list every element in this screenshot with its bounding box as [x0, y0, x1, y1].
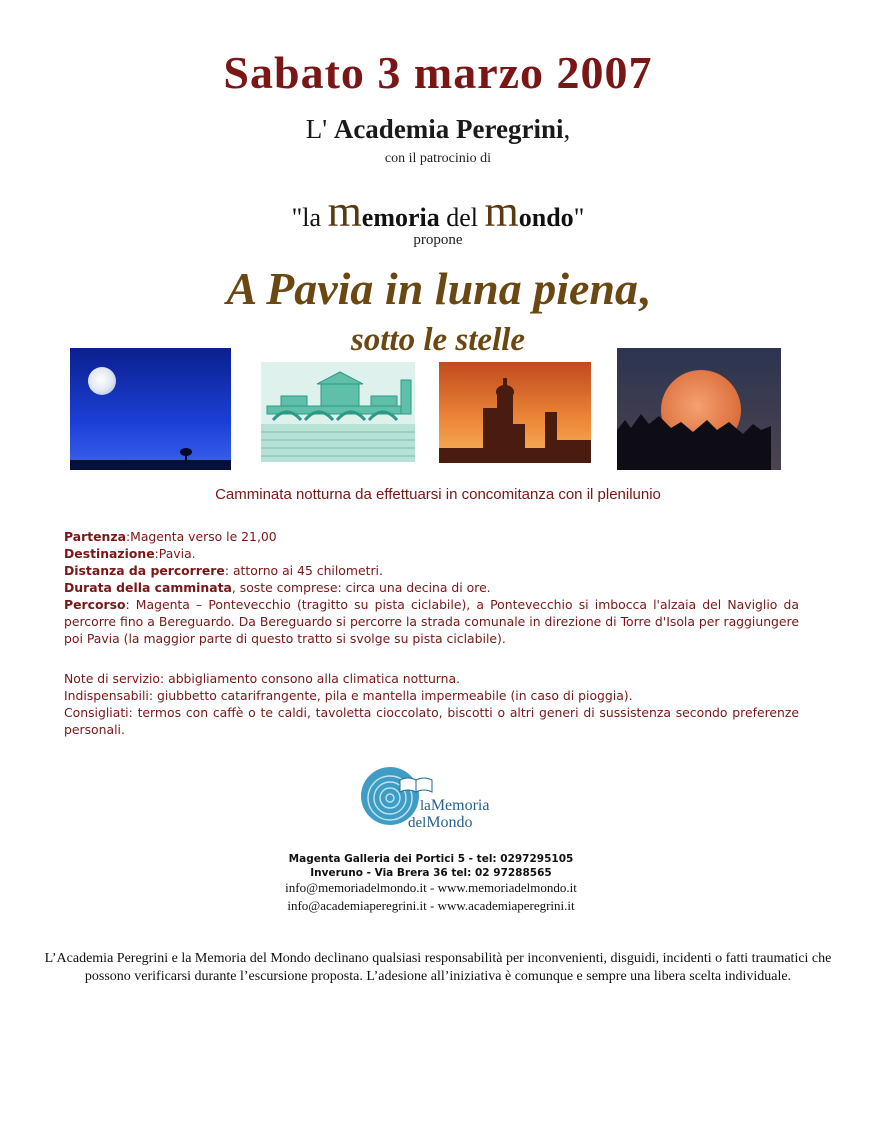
patron-quote-open: "la	[291, 203, 328, 232]
detail-durata	[64, 579, 799, 596]
patron-del: del	[439, 203, 485, 232]
organizer-name: Academia Peregrini	[333, 114, 564, 144]
propone-text: propone	[413, 232, 463, 248]
moonrise-photo	[617, 348, 781, 470]
note-consigliati: Consigliati: termos con caffè o te caldi, tavoletta cioccolato, biscotti o altri generi di sussistenza secondo preferenze personali.	[64, 705, 799, 737]
destinazione-label: Destinazione	[64, 546, 155, 561]
detail-percorso	[64, 596, 799, 647]
patron-word-mondo: ondo	[518, 203, 574, 232]
percorso-label: Percorso	[64, 597, 126, 612]
logo-la: la	[420, 798, 431, 814]
memoria-del-mondo-logo	[360, 766, 510, 828]
organizer-suffix: ,	[563, 114, 571, 144]
event-title	[0, 262, 876, 315]
walk-caption: Camminata notturna da effettuarsi in concomitanza con il plenilunio	[215, 486, 661, 503]
organizer-line	[0, 114, 876, 145]
event-title-comma: ,	[638, 263, 650, 314]
detail-distanza	[64, 562, 799, 579]
durata-value: , soste comprese: circa una decina di ore.	[231, 580, 491, 595]
patron-word-memoria: emoria	[361, 203, 440, 232]
contact-academia-web[interactable]: info@academiaperegrini.it - www.academiaperegrini.it	[287, 898, 575, 913]
distanza-label: Distanza da percorrere	[64, 563, 225, 578]
covered-bridge-photo	[261, 362, 415, 462]
detail-partenza	[64, 528, 799, 545]
distanza-value: : attorno ai 45 chilometri.	[224, 563, 383, 578]
partenza-label: Partenza	[64, 529, 126, 544]
towers-sunset-photo	[439, 362, 591, 463]
full-moon-photo	[70, 348, 231, 470]
contact-magenta: Magenta Galleria dei Portici 5 - tel: 0297295105	[288, 853, 574, 865]
patron-initial-m1: m	[327, 187, 362, 236]
note-indispensabili: Indispensabili: giubbetto catarifrangente, pila e mantella impermeabile (in caso di pioggia).	[64, 688, 633, 703]
service-notes	[64, 670, 799, 738]
percorso-value: : Magenta – Pontevecchio (tragitto su pista ciclabile), a Pontevecchio si imbocca l'alzaia del Naviglio da percorre fino a Bereguardo. Da Bereguardo si percorre la strada comunale in direzione di Torre d'Isola per raggiungere poi Pavia (la maggior parte di questo tratto si svolge su pista ciclabile).	[64, 597, 799, 646]
logo-del: del	[408, 815, 427, 828]
detail-destinazione	[64, 545, 799, 562]
patron-name	[0, 186, 876, 237]
durata-label: Durata della camminata	[64, 580, 232, 595]
organizer-prefix: L'	[305, 114, 328, 144]
event-date: Sabato 3 marzo 2007	[223, 47, 653, 98]
disclaimer-text: L’Academia Peregrini e la Memoria del Mondo declinano qualsiasi responsabilità per inconvenienti, disguidi, incidenti o fatti traumatici che possono verificarsi durante l’escursione proposta. L’adesione all’iniziativa è comunque e sempre una libera scelta individuale.	[44, 951, 832, 984]
patron-initial-m2: m	[484, 187, 519, 236]
svg-text:laMemoria	[420, 797, 489, 814]
event-title-text: A Pavia in luna piena	[226, 263, 639, 314]
note-servizio: Note di servizio: abbigliamento consono alla climatica notturna.	[64, 671, 461, 686]
patronage-text: con il patrocinio di	[384, 151, 492, 166]
walk-details	[64, 528, 799, 647]
contact-memoria-web[interactable]: info@memoriadelmondo.it - www.memoriadelmondo.it	[285, 880, 577, 895]
logo-mondo: Mondo	[426, 814, 473, 828]
event-subtitle: sotto le stelle	[350, 322, 526, 358]
patron-quote-close: "	[573, 203, 585, 232]
contact-inveruno: Inveruno - Via Brera 36 tel: 02 97288565	[310, 867, 552, 879]
destinazione-value: :Pavia.	[154, 546, 196, 561]
logo-memoria: Memoria	[430, 797, 490, 814]
svg-text:delMondo	[408, 814, 473, 828]
partenza-value: :Magenta verso le 21,00	[125, 529, 277, 544]
